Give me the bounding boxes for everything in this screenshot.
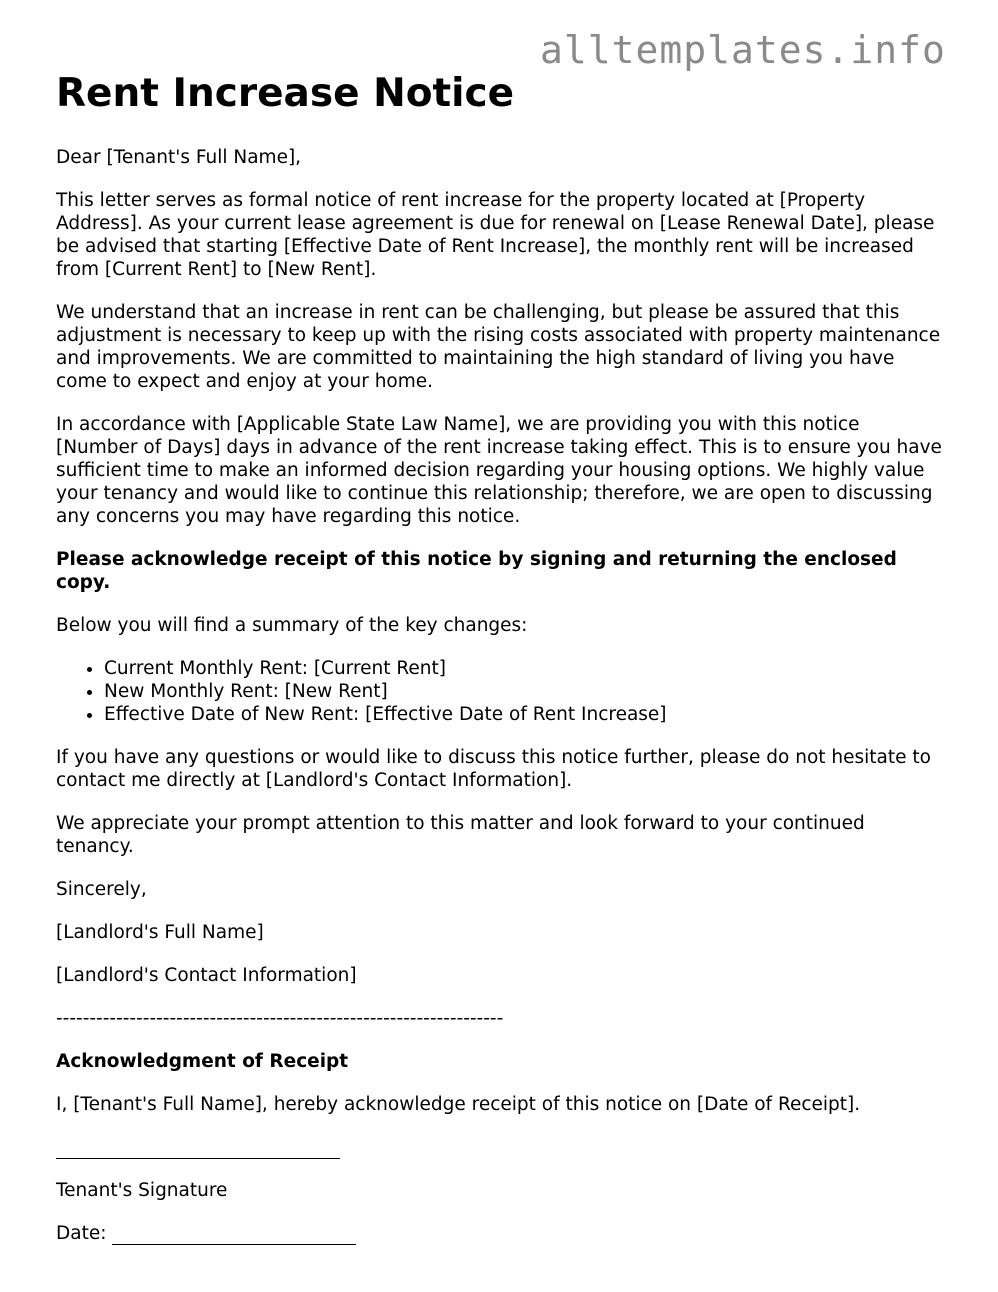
list-item: • New Monthly Rent: [New Rent]	[104, 680, 946, 703]
page-title: Rent Increase Notice	[56, 71, 515, 116]
paragraph-legal: In accordance with [Applicable State Law Name], we are providing you with this notice [Number of Days] days in advance of the rent increase taking effect. This is to ensure you have sufficient time to make an informed decision regarding your housing options. We highly value your tenancy and would like to continue this relationship; therefore, we are open to discussing any concerns you may have regarding this notice.	[56, 414, 942, 527]
ack-statement: I, [Tenant's Full Name], hereby acknowledge receipt of this notice on [Date of Receipt].	[56, 1094, 861, 1115]
acknowledge-request: Please acknowledge receipt of this notice by signing and returning the enclosed copy.	[56, 549, 897, 593]
date-line	[112, 1224, 356, 1245]
list-item: • Effective Date of New Rent: [Effective Date of Rent Increase]	[104, 703, 946, 726]
salutation: Dear [Tenant's Full Name],	[56, 147, 302, 168]
watermark-text: alltemplates.info	[540, 28, 946, 72]
paragraph-justification: We understand that an increase in rent can be challenging, but please be assured that this adjustment is necessary to keep up with the rising costs associated with property maintenance and improvements. We are committed to maintaining the high standard of living you have come to expect and enjoy at your home.	[56, 302, 941, 392]
date-row	[56, 1222, 946, 1245]
appreciation-paragraph: We appreciate your prompt attention to this matter and look forward to your continued tenancy.	[56, 813, 865, 857]
landlord-contact: [Landlord's Contact Information]	[56, 965, 357, 986]
closing: Sincerely,	[56, 879, 147, 900]
letter-document	[56, 70, 946, 1245]
date-label: Date:	[56, 1223, 107, 1244]
signature-line	[56, 1136, 340, 1159]
paragraph-notice: This letter serves as formal notice of rent increase for the property located at [Property Address]. As your current lease agreement is due for renewal on [Lease Renewal Date], please be advised that starting [Effective Date of Rent Increase], the monthly rent will be increased from [Current Rent] to [New Rent].	[56, 190, 935, 280]
list-item: • Current Monthly Rent: [Current Rent]	[104, 657, 946, 680]
summary-list	[56, 657, 946, 726]
questions-paragraph: If you have any questions or would like to discuss this notice further, please do not hesitate to contact me directly at [Landlord's Contact Information].	[56, 747, 931, 791]
landlord-name: [Landlord's Full Name]	[56, 922, 264, 943]
signature-label: Tenant's Signature	[56, 1180, 228, 1201]
ack-heading: Acknowledgment of Receipt	[56, 1051, 349, 1072]
summary-intro: Below you will find a summary of the key changes:	[56, 615, 528, 636]
separator-line: -------------------------------------------------------------------	[56, 1008, 504, 1029]
